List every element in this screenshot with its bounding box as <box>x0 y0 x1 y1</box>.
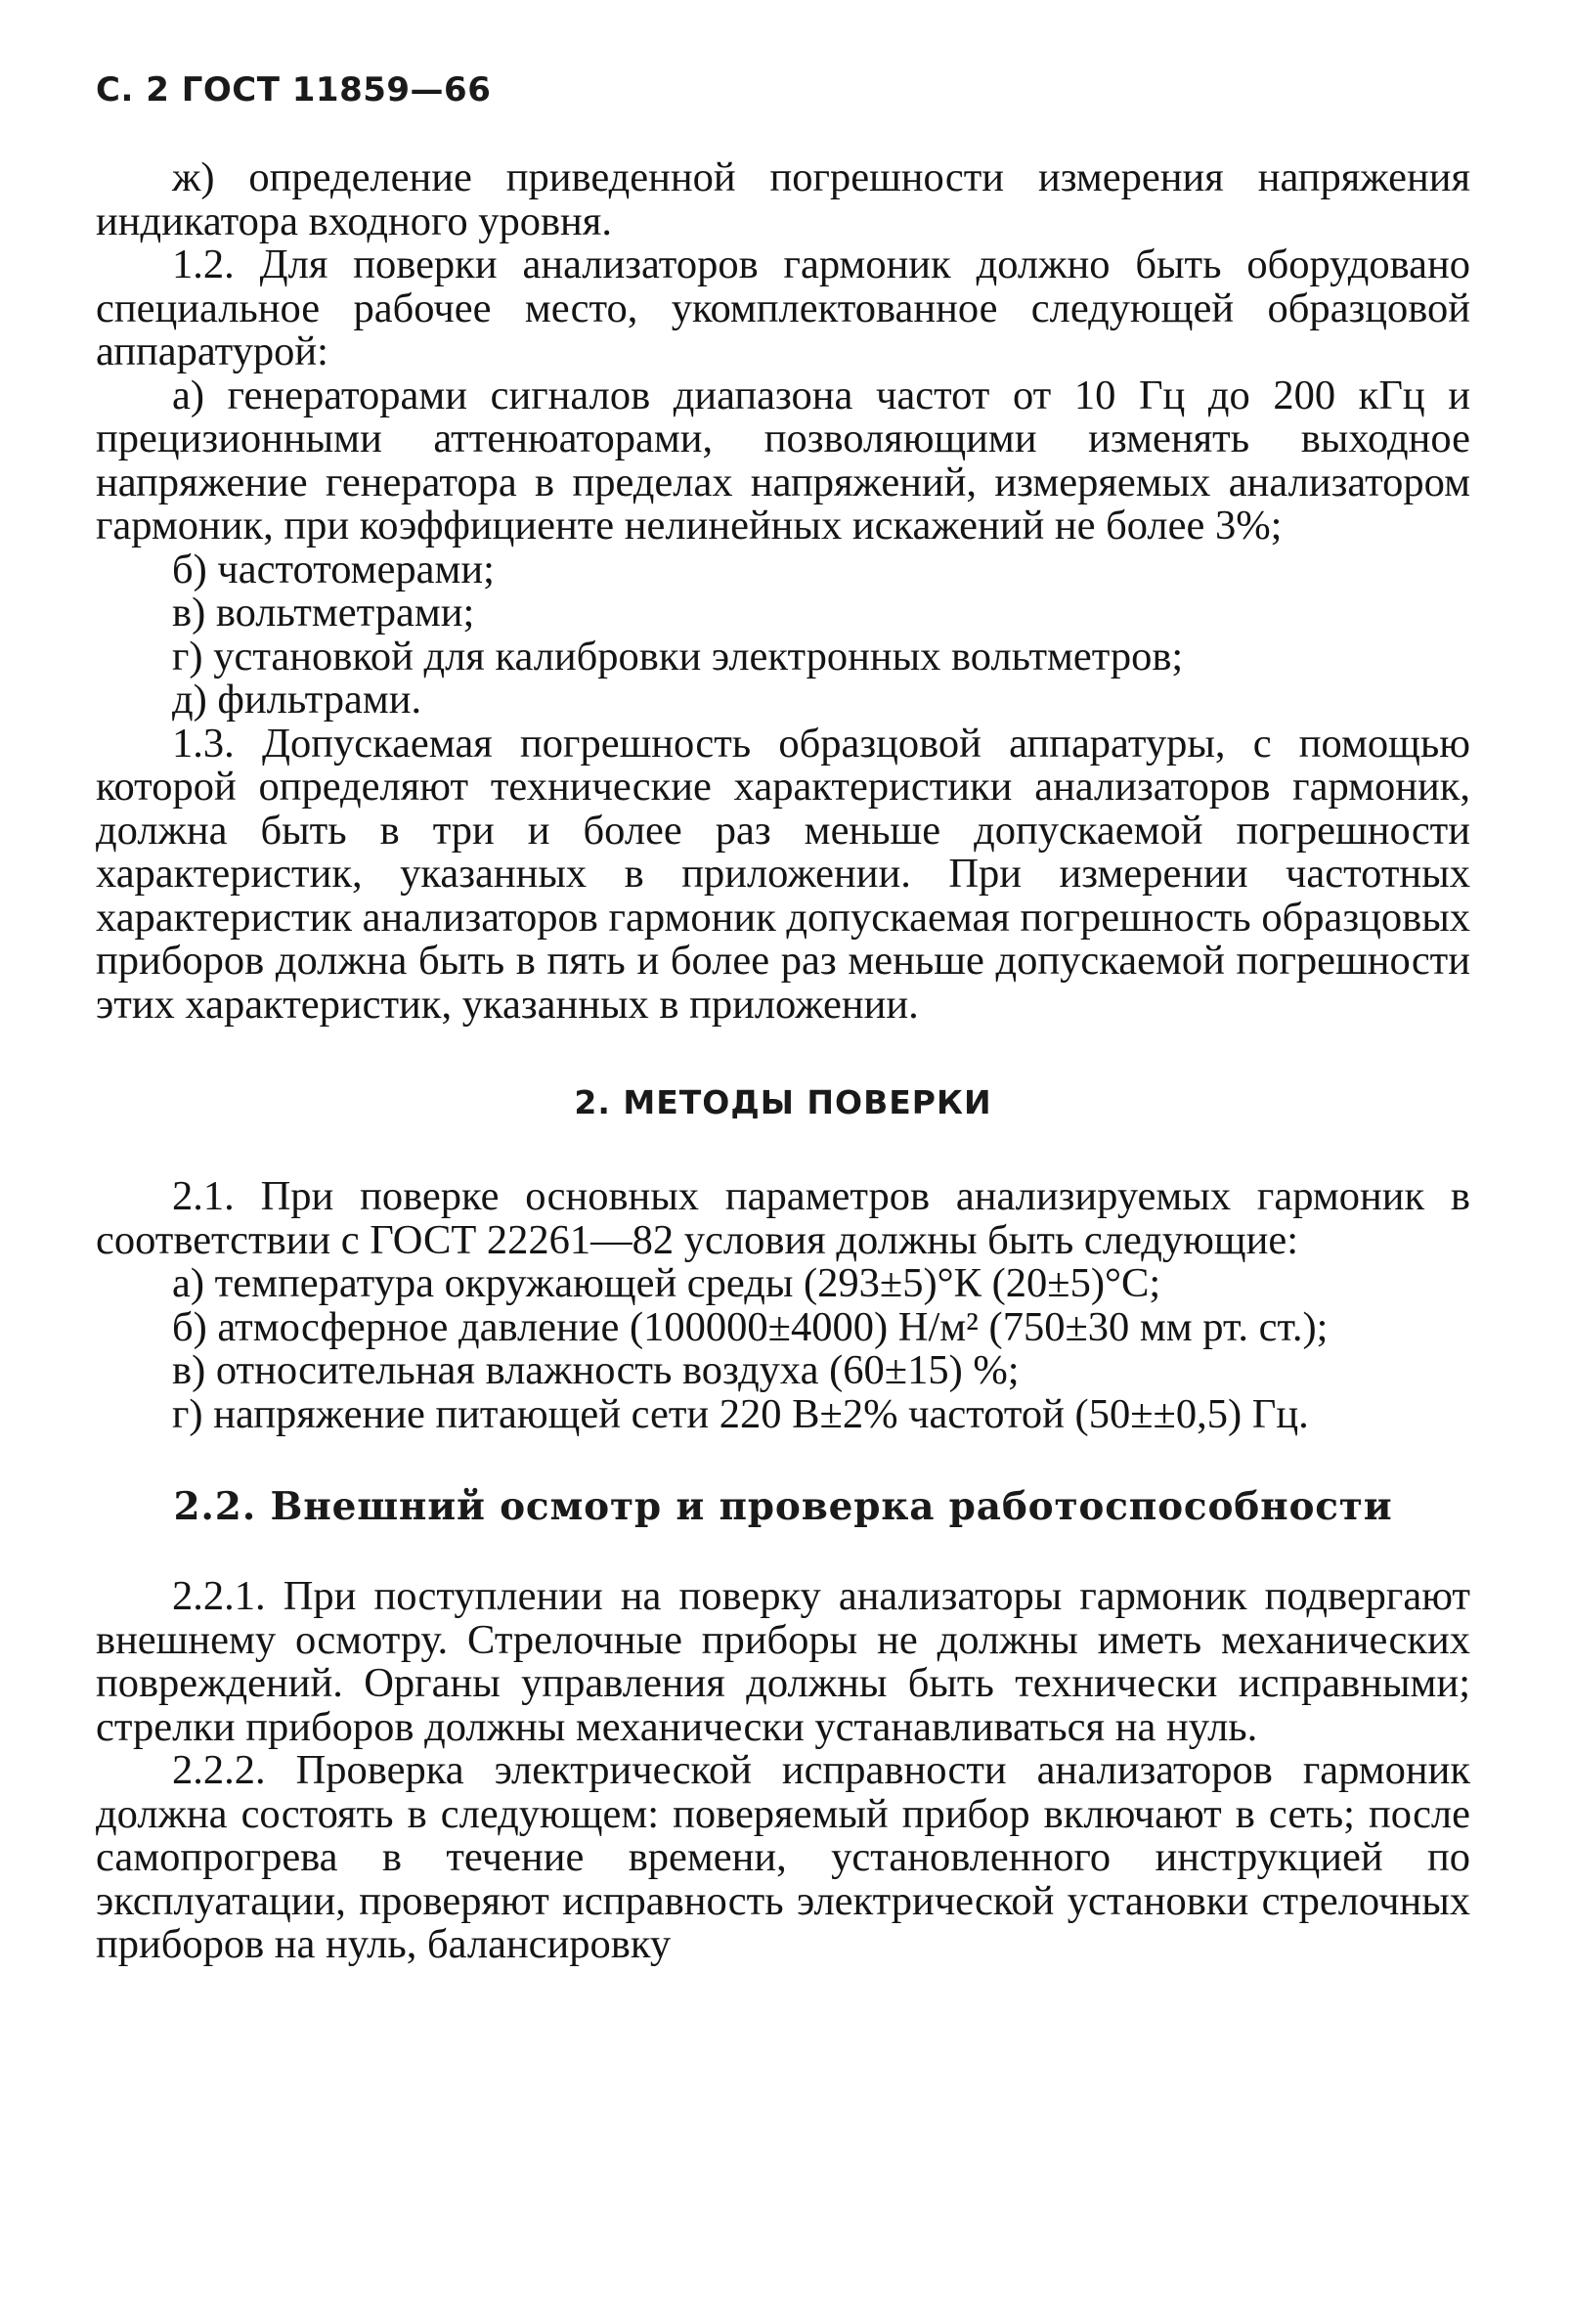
list-item: а) температура окружающей среды (293±5)°К (20±5)°С; <box>172 1260 1161 1306</box>
paragraph: 1.2. Для поверки анализаторов гармоник должно быть оборудовано специальное рабочее место, укомплектованное следующей образцовой аппаратурой: <box>96 241 1470 374</box>
paragraph: 2.2.2. Проверка электрической исправности анализаторов гармоник должна состоять в следующем: поверяемый прибор включают в сеть; после самопрогрева в течение времени, установленного инструкцией по эксплуатации, проверяют исправность электрической установки стрелочных приборов на нуль, балансировку <box>96 1747 1470 1967</box>
list-item: г) напряжение питающей сети 220 В±2% частотой (50±±0,5) Гц. <box>172 1390 1309 1437</box>
list-item: д) фильтрами. <box>172 677 422 723</box>
paragraph: 1.3. Допускаемая погрешность образцовой аппаратуры, с помощью которой определяют технические характеристики анализаторов гармоник, должна быть в три и более раз меньше допускаемой погрешности характеристик, указанных в приложении. При измерении частотных характеристик анализаторов гармоник допускаемая погрешность образцовых приборов должна быть в пять и более раз меньше допускаемой погрешности этих характеристик, указанных в приложении. <box>96 720 1470 1028</box>
paragraph: 2.1. При поверке основных параметров анализируемых гармоник в соответствии с ГОСТ 22261—82 условия должны быть следующие: <box>96 1173 1470 1263</box>
section-heading: 2. МЕТОДЫ ПОВЕРКИ <box>574 1083 992 1121</box>
list-item: г) установкой для калибровки электронных вольтметров; <box>172 633 1184 680</box>
list-item: в) относительная влажность воздуха (60±15) %; <box>172 1347 1020 1393</box>
paragraph: 2.2.1. При поступлении на поверку анализаторы гармоник подвергают внешнему осмотру. Стрелочные приборы не должны иметь механических повреждений. Органы управления должны быть технически исправными; стрелки приборов должны механически устанавливаться на нуль. <box>96 1573 1470 1750</box>
subsection-heading: 2.2. Внешний осмотр и проверка работоспособности <box>173 1484 1393 1529</box>
list-item: б) атмосферное давление (100000±4000) Н/м² (750±30 мм рт. ст.); <box>172 1303 1329 1350</box>
document-body <box>96 156 1470 1967</box>
list-item: б) частотомерами; <box>172 546 495 592</box>
list-item: в) вольтметрами; <box>172 590 475 636</box>
list-item: а) генераторами сигналов диапазона частот от 10 Гц до 200 кГц и прецизионными аттенюаторами, позволяющими изменять выходное напряжение генератора в пределах напряжений, измеряемых анализатором гармоник, при коэффициенте нелинейных искажений не более 3%; <box>96 372 1470 548</box>
running-head: С. 2 ГОСТ 11859—66 <box>96 70 492 110</box>
paragraph: ж) определение приведенной погрешности измерения напряжения индикатора входного уровня. <box>96 154 1470 244</box>
